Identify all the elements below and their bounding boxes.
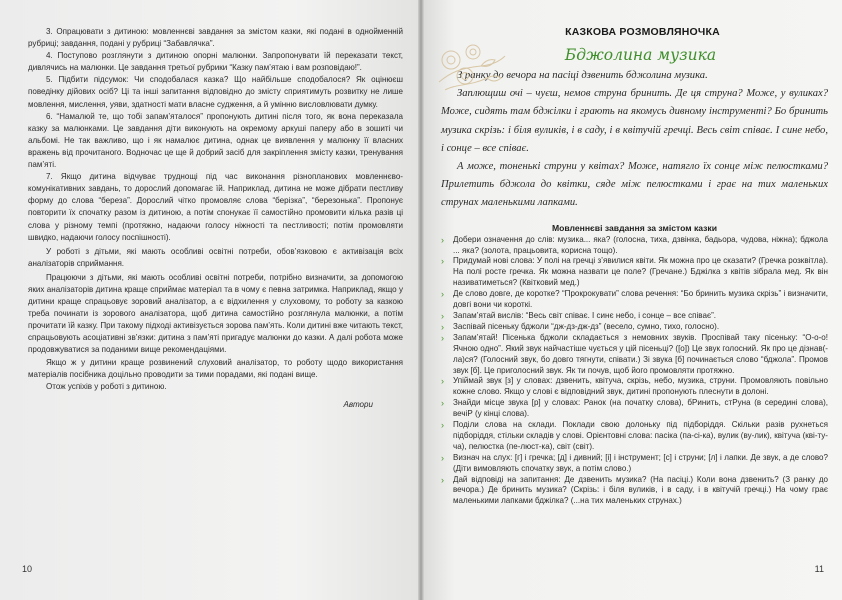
list-item: › Заспівай пісеньку бджоли “дж-дз-дж-дз” (весело, сумно, тихо, голосно).: [441, 321, 720, 332]
book-fold: [418, 0, 424, 600]
list-item: › Поділи слова на склади. Поклади свою долоньку під підборіддя. Скільки разів рухнеться підборіддя, стільки складів у слові. Орієнтовні слова: пасіка (па-сі-ка), вулик (ву-лик), квітуча (кві-ту-ча), пелюстка (пе-люст-ка), світ (світ).: [441, 420, 828, 451]
paragraph: 3. Опрацювати з дитиною: мовленнєві завдання за змістом казки, які подані в однойменній рубриці; завдання, подані у рубриці “Забавлячка”.: [28, 27, 403, 49]
list-item: › Упіймай звук [з] у словах: дзвенить, квітуча, скрізь, небо, музика, струни. Промовляють повільно кожне слово. Якщо у слові є відповідний звук, дитині пропонують плеснути в долоні.: [441, 376, 828, 397]
flower-ornament-icon: [431, 38, 509, 96]
bullet-arrow-icon: ›: [441, 376, 444, 387]
page-number: 10: [22, 564, 33, 574]
list-item: › Де слово довге, де коротке? “Прокрокувати” слова речення: “Бо бринить музика скрізь” і визначити, довгі вони чи короткі.: [441, 289, 828, 310]
paragraph: 7. Якщо дитина відчуває труднощі під час виконання різнопланових мовленнєво-комунікативних завдань, то дорослий допомагає їй. Наприклад, дитина не може дібрати пестливу форму до слова “береза”. Дорослий чітко промовляє слова “берізка”, “березонька”. Пропонує повторити їх спочатку разом із дитиною, а потім спонукає її самостійно промовити кілька разів ці слова у різному темпі (протяжно, надаючи голосу ніжності та пестливості; потім промовляти швидко, надаючи голосу поспішності).: [28, 172, 403, 242]
section-header: КАЗКОВА РОЗМОВЛЯНОЧКА: [565, 26, 720, 38]
right-page: [421, 0, 842, 600]
story-paragraph: А може, тоненькі струни у квітах? Може, натягло їх сонце між пелюстками? Прилетить бджола до квітки, сяде між пелюстками і грає на тих маленьких струнах маленькими лапками.: [441, 161, 828, 209]
list-item: › Запам’ятай вислів: “Весь світ співає. І синє небо, і сонце – все співає”.: [441, 310, 716, 321]
paragraph: 4. Поступово розглянути з дитиною опорні малюнки. Запропонувати їй переказати текст, дивлячись на малюнки. Це завдання третьої рубрики “Казку пам’ятаю і вам розповідаю!”.: [28, 51, 403, 73]
bullet-arrow-icon: ›: [441, 321, 444, 332]
list-item: › Добери означення до слів: музика... яка? (голосна, тиха, дзвінка, бадьора, чудова, ніжна); бджола ... яка? (золота, працьовита, корисна тощо).: [441, 234, 828, 255]
list-item: › Дай відповіді на запитання: Де дзвенить музика? (На пасіці.) Коли вона дзвенить? (З ранку до вечора.) Де бринить музика? (Скрізь: і біля вуликів, і в саду, і в квітучій гречці.) На чому грає маленькими лапками бджілка? (...на тих маленьких струнах.): [441, 474, 828, 506]
paragraph: Отож успіхів у роботі з дитиною.: [46, 381, 167, 391]
bullet-arrow-icon: ›: [441, 332, 444, 343]
story-title: Бджолина музика: [564, 46, 717, 64]
author-signature: Автори: [343, 399, 373, 409]
tasks-list: [441, 235, 828, 508]
bullet-arrow-icon: ›: [441, 289, 444, 300]
bullet-arrow-icon: ›: [441, 452, 444, 463]
bullet-arrow-icon: ›: [441, 420, 444, 431]
list-item: › Придумай нові слова: У полі на гречці з’явилися квіти. Як можна про це сказати? (Гречка розквітла). На полі росте гречка. Як можна назвати це поле? (Гречане.) Бджілка з квітів зібрала мед. Як він називатиметься? (Квітковий мед.): [441, 256, 828, 288]
bullet-arrow-icon: ›: [441, 398, 444, 409]
bullet-arrow-icon: ›: [441, 234, 444, 245]
paragraph: 6. “Намалюй те, що тобі запам’яталося” пропонують дитині після того, як вона переказала казку за малюнками. Це завдання діти виконують на окремому аркуші паперу або в зошиті чи альбомі. Не так важливо, що і як намалює дитина, однак це виявлення у малюнку її власних вражень від прочитаного. Водночас це ще й добрий засіб для закріплення змісту казки, тренування пам’яті.: [28, 111, 403, 170]
story-paragraph: З ранку до вечора на пасіці дзвенить бджолина музика.: [457, 70, 708, 81]
page-number: 11: [814, 564, 824, 574]
list-item: › Знайди місце звука [р] у словах: Ранок (на початку слова), бРинить, стРуна (в середині слова), вечіР (у кінці слова).: [441, 398, 828, 419]
bullet-arrow-icon: ›: [441, 256, 444, 267]
story-paragraph: Заплющиш очі – чуєш, немов струна бринить. Де ця струна? Може, у вуликах? Може, сидять там бджілки і грають на якомусь дивному інструменті? Бо бринить музика скрізь: і біля вуликів, і в саду, і в квітучій гречці. Весь світ співає. І сине небо, і сонце – все співає.: [441, 88, 828, 154]
paragraph: У роботі з дітьми, які мають особливі освітні потреби, обов’язковою є активізація всіх аналізаторів сприймання.: [28, 246, 403, 268]
paragraph: Працюючи з дітьми, які мають особливі освітні потреби, потрібно визначити, за допомогою яких аналізаторів дитина краще сприймає матеріал та в чому є певна затримка. Наприклад, якщо у дитини краще спрацьовує зоровий аналізатор, а є відхилення у слуховому, то роботу за казкою треба починати із зорового аналізатора, щоб дитина самостійно розглянула малюнки, а потім прочитати їй казку. При такому підході активізується зорова пам’ять. Коли дитині вже читають текст, спрацьовують асоціативні зв’язки: дитина з пам’яті пригадує малюнки до казки. А далі робота може продовжуватися за поданими вище рекомендаціями.: [28, 272, 403, 355]
paragraph: Якщо ж у дитини краще розвинений слуховий аналізатор, то роботу щодо використання матеріалів посібника доцільно проводити за тими порадами, які подані вище.: [28, 357, 403, 379]
tasks-heading: Мовленнєві завдання за змістом казки: [551, 222, 718, 233]
list-item: › Визнач на слух: [г] і гречка; [д] і дивний; [і] і інструмент; [с] і струни; [л] і лапки. Де звук, а де слово? (Діти вимовляють спочатку звук, а потім слово.): [441, 452, 828, 473]
bullet-arrow-icon: ›: [441, 310, 444, 321]
paragraph: 5. Підбити підсумок: Чи сподобалася казка? Що найбільше сподобалося? Як оцінюєш поведінку дійових осіб? Ці та інші запитання відповідно до змісту сприятимуть розвитку не лише мовлення, мислення, уяви, здатності мати власне судження, а й умінню висловлювати думку.: [28, 75, 403, 109]
list-item: › Запам’ятай! Пісенька бджоли складається з немовних звуків. Проспівай таку пісеньку: “О-о-о! Ячною одно”. Який звук найчастіше чується у цій пісеньці? ([о]) Це звук голосний. Як про це дізнав(-ла)ся? (Голосний звук, бо довго тягнути, співати.) Зі звука [б] починається слово “бджола”. Промов звук [б]. Це приголосний звук. Як ти почув, щоб його промовляти протяжно.: [441, 332, 828, 375]
bullet-arrow-icon: ›: [441, 474, 444, 485]
